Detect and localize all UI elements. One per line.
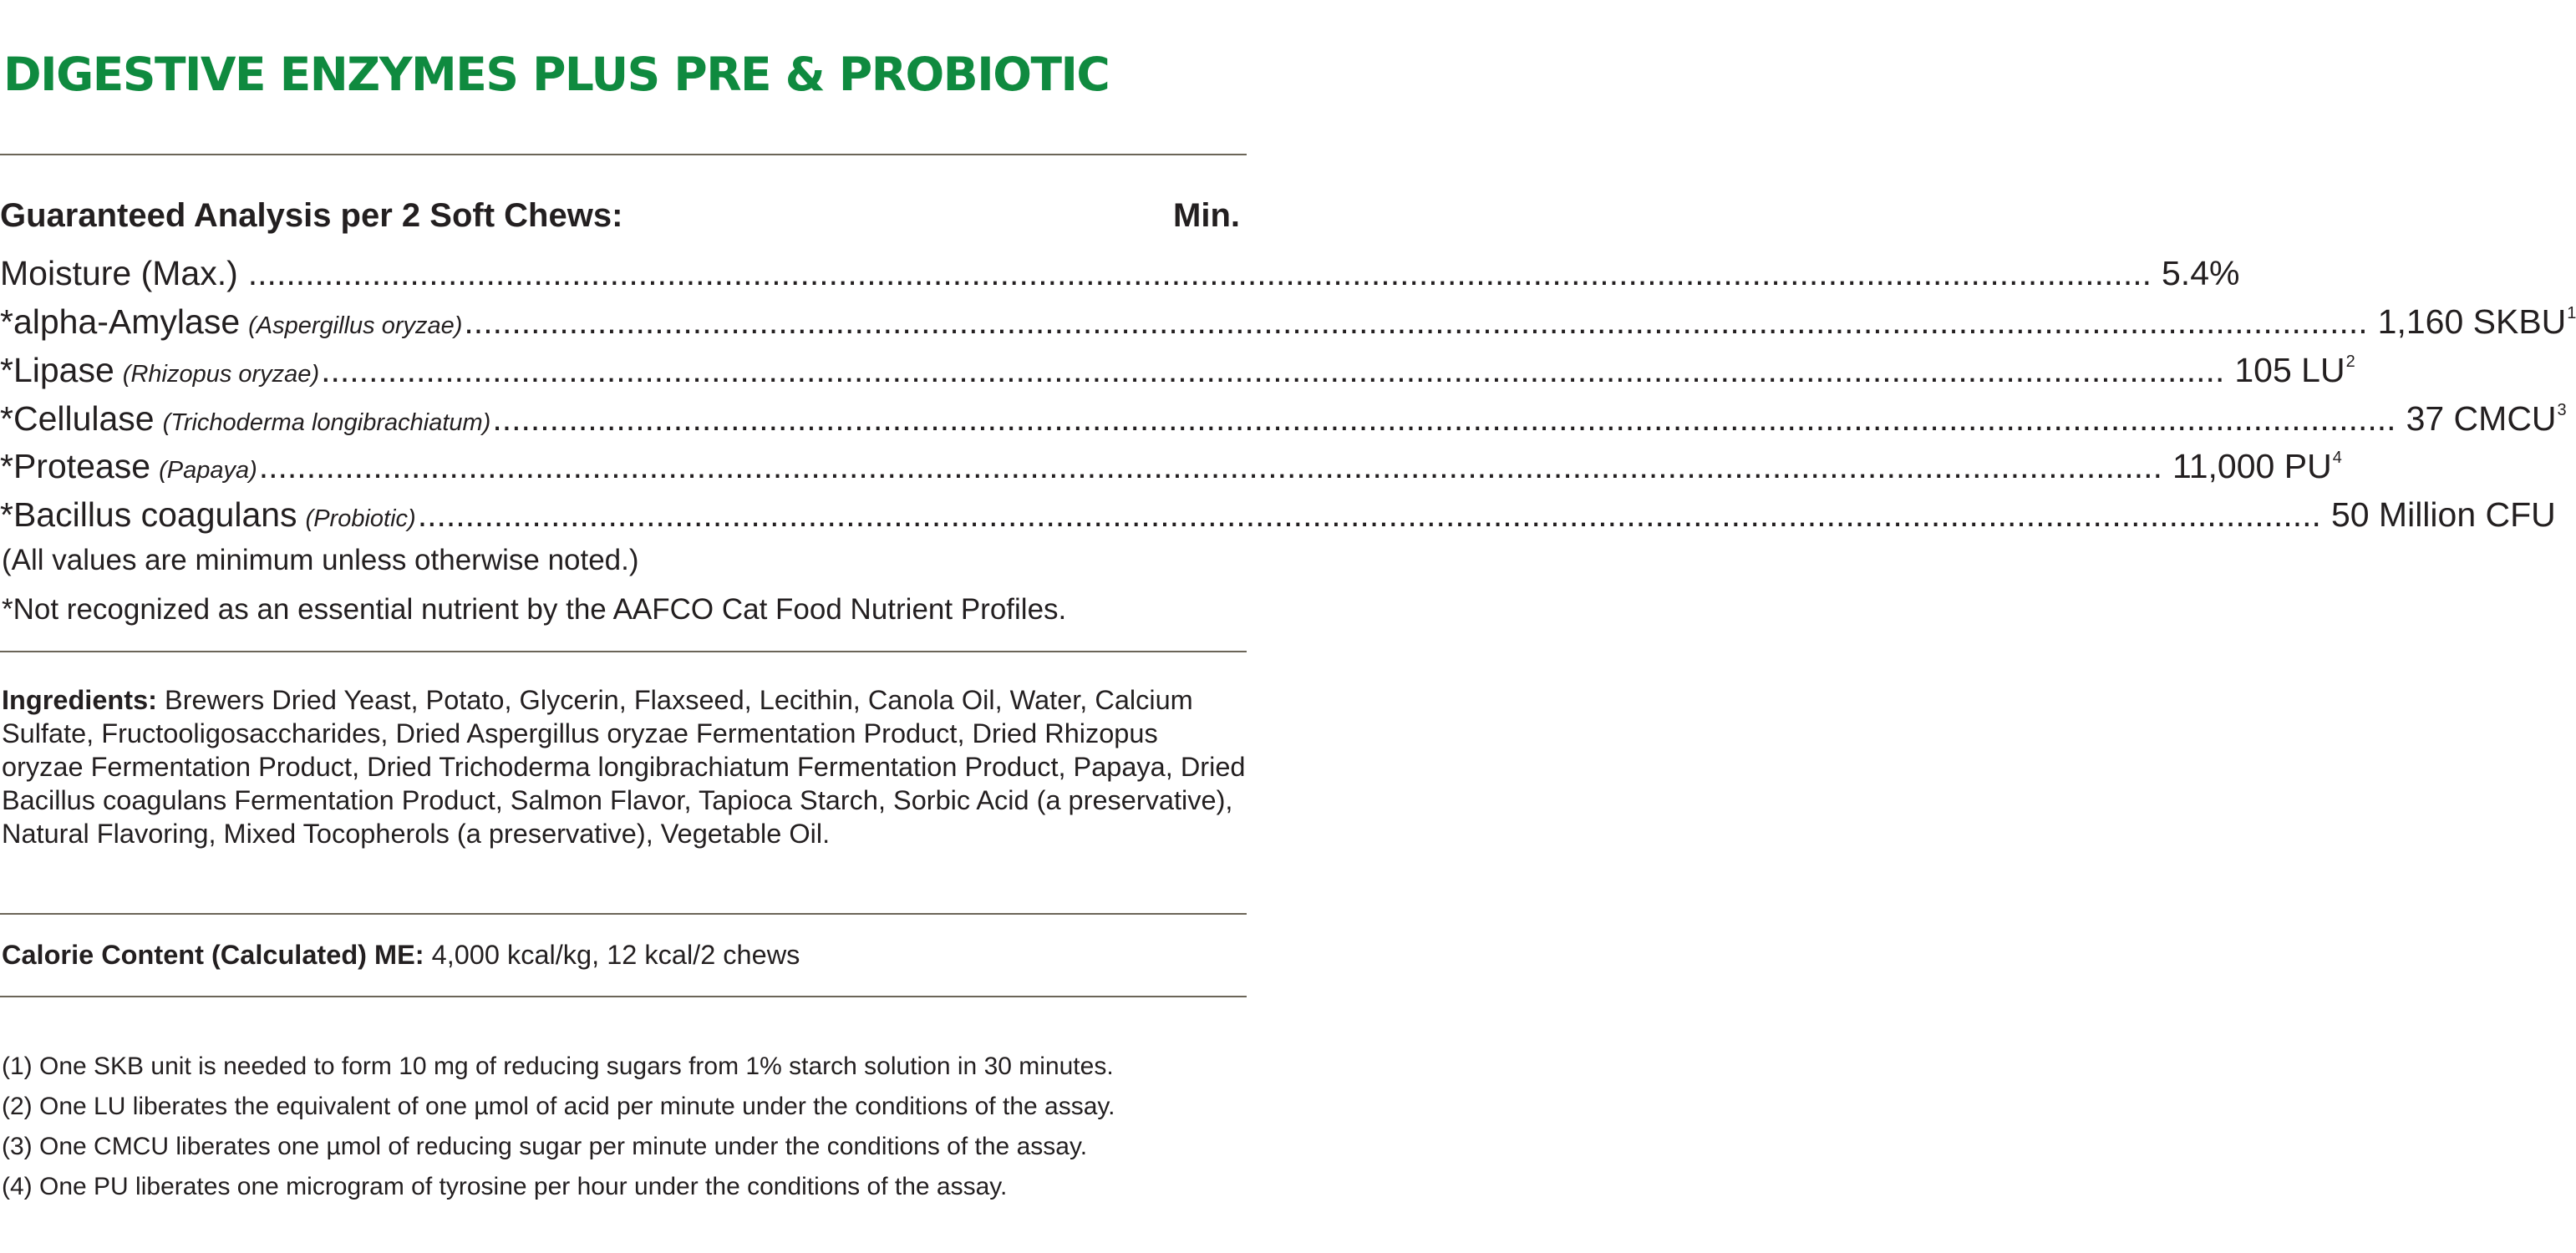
minimum-values-note: (All values are minimum unless otherwise noted.) <box>2 544 639 576</box>
footnote-marker: 3 <box>2557 401 2567 419</box>
dot-leader: ........................................................................................................................................................................................................ <box>417 495 2321 534</box>
dot-leader: ........................................................................................................................................................................................................ <box>492 399 2396 438</box>
analysis-value: 37 CMCU$^3$ <box>2406 399 2567 438</box>
dot-leader: ........................................................................................................................................................................................................ <box>464 302 2368 341</box>
analysis-value: 1,160 SKBU$^1$ <box>2377 302 2576 341</box>
analysis-name: *Protease <box>0 447 151 485</box>
analysis-name: Moisture (Max.) <box>0 254 238 292</box>
dot-leader: ........................................................................................................................................................................................................ <box>258 447 2162 485</box>
analysis-row-moisture <box>0 242 2240 296</box>
aafco-note: *Not recognized as an essential nutrient by the AAFCO Cat Food Nutrient Profiles. <box>2 593 1067 626</box>
analysis-value: 11,000 $PU^4$ <box>2172 447 2342 485</box>
divider <box>0 651 1247 652</box>
analysis-value: 105 $LU^2$ <box>2234 351 2355 389</box>
dot-leader: ........................................................................................................................................................................................................ <box>321 351 2225 389</box>
footnote-marker: 4 <box>2332 449 2342 467</box>
page-title: DIGESTIVE ENZYMES PLUS PRE & PROBIOTIC <box>3 48 1110 101</box>
analysis-name: *alpha-Amylase <box>0 302 241 341</box>
footnote-1: (1) One SKB unit is needed to form 10 mg of reducing sugars from 1% starch solution in 30 minutes. <box>2 1053 1114 1080</box>
analysis-value: 50 Million CFU <box>2330 495 2556 534</box>
analysis-name: *Bacillus coagulans <box>0 495 297 534</box>
divider <box>0 154 1247 155</box>
divider <box>0 913 1247 915</box>
analysis-source: (Papaya) <box>159 457 257 484</box>
footnote-marker: 1 <box>2567 304 2576 322</box>
footnote-2: (2) One LU liberates the equivalent of one µmol of acid per minute under the conditions of the assay. <box>2 1093 1115 1120</box>
guaranteed-analysis-header <box>0 194 1240 237</box>
ingredients-text: Brewers Dried Yeast, Potato, Glycerin, Flaxseed, Lecithin, Canola Oil, Water, Calcium Sulfate, Fructooligosaccharides, Dried Aspergillus oryzae Fermentation Product, Dried Rhizopus oryzae Fermentation Product, Dried Trichoderma longibrachiatum Fermentation Product, Papaya, Dried Bacillus coagulans Fermentation Product, Salmon Flavor, Tapioca Starch, Sorbic Acid (a preservative), Natural Flavoring, Mixed Tocopherols (a preservative), Vegetable Oil. <box>2 685 1246 849</box>
ingredients-paragraph <box>2 683 1247 850</box>
footnote-marker: 2 <box>2345 353 2355 371</box>
analysis-source: (Probiotic) <box>305 505 416 532</box>
analysis-source: (Trichoderma longibrachiatum) <box>162 409 491 436</box>
footnote-4: (4) One PU liberates one microgram of tyrosine per hour under the conditions of the assay. <box>2 1173 1008 1200</box>
footnote-3: (3) One CMCU liberates one µmol of reducing sugar per minute under the conditions of the assay. <box>2 1133 1088 1160</box>
analysis-row-bacillus <box>0 484 2556 541</box>
min-column-label: Min. <box>1173 197 1240 234</box>
calorie-label: Calorie Content (Calculated) ME: <box>2 940 424 970</box>
analysis-name: *Lipase <box>0 351 114 389</box>
analysis-name: *Cellulase <box>0 399 155 438</box>
divider <box>0 996 1247 997</box>
guaranteed-analysis-heading: Guaranteed Analysis per 2 Soft Chews: <box>0 197 623 234</box>
analysis-source: (Aspergillus oryzae) <box>248 312 463 339</box>
analysis-value: 5.4% <box>2162 254 2240 292</box>
dot-leader: ........................................................................................................................................................................................................ <box>247 254 2152 292</box>
calorie-content <box>2 937 800 972</box>
ingredients-label: Ingredients: <box>2 685 157 715</box>
analysis-source: (Rhizopus oryzae) <box>122 361 320 388</box>
calorie-text: 4,000 kcal/kg, 12 kcal/2 chews <box>424 940 800 970</box>
